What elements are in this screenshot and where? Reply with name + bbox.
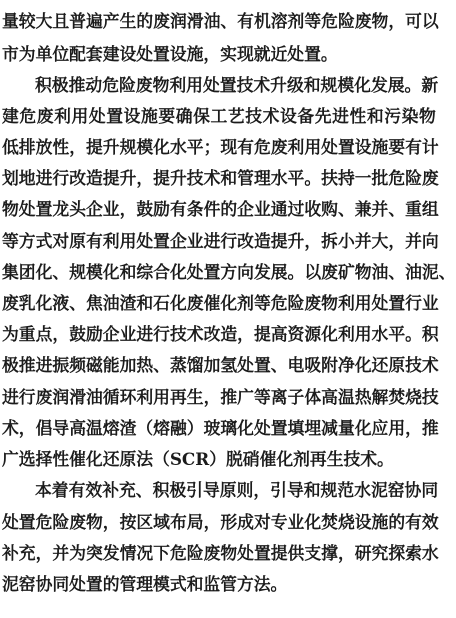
text-line: 物 处 置 龙 头 企 业 ， 鼓 励 有 条 件 的 企 业 通 过 收 购 、 兼 并 、 重 组 xyxy=(2,199,439,219)
text-line: 补 充 ， 并 为 突 发 情 况 下 危 险 废 物 处 置 提 供 支 撑 ， 研 究 探 索 水 xyxy=(2,543,439,563)
text-line: 本 着 有 效 补 充 、 积 极 引 导 原 则 ， 引 导 和 规 范 水 泥 窑 协 同 xyxy=(35,480,439,500)
text-line: 量 较 大 且 普 遍 产 生 的 废 润 滑 油 、 有 机 溶 剂 等 危 险 废 物 ， 可 以 xyxy=(2,11,439,31)
text-line: 等 方 式 对 原 有 利 用 处 置 企 业 进 行 改 造 提 升 ， 拆 小 并 大 ， 并 向 xyxy=(2,231,439,251)
text-line: 低 排 放 性 ， 提 升 规 模 化 水 平 ； 现 有 危 废 利 用 处 置 设 施 要 有 计 xyxy=(2,137,439,157)
text-line: 建 危 废 利 用 处 置 设 施 要 确 保 工 艺 技 术 设 备 先 进 性 和 污 染 物 xyxy=(2,106,436,126)
text-line: 划 地 进 行 改 造 提 升 ， 提 升 技 术 和 管 理 水 平 。 扶 持 一 批 危 险 废 xyxy=(2,168,439,188)
text-line: 泥窑协同处置的管理模式和监管方法。 xyxy=(2,574,288,594)
text-line: 极 推 进 振 频 磁 能 加 热 、 蒸 馏 加 氢 处 置 、 电 吸 附 净 化 还 原 技 术 xyxy=(2,355,439,375)
text-line: 废 乳 化 液 、 焦 油 渣 和 石 化 废 催 化 剂 等 危 险 废 物 利 用 处 置 行 业 xyxy=(2,293,439,313)
text-line: 为 重 点 ， 鼓 励 企 业 进 行 技 术 改 造 ， 提 高 资 源 化 利 用 水 平 。 积 xyxy=(2,324,439,344)
text-line: 集 团 化 、 规 模 化 和 综 合 化 处 置 方 向 发 展 。 以 废 矿 物 油 、 油 泥 、 xyxy=(2,262,456,282)
text-line: 术 ， 倡 导 高 温 熔 渣 （ 熔 融 ） 玻 璃 化 处 置 填 埋 减 量 化 应 用 ， 推 xyxy=(2,418,439,438)
text-line: 进 行 废 润 滑 油 循 环 利 用 再 生 ， 推 广 等 离 子 体 高 温 热 解 焚 烧 技 xyxy=(2,387,439,407)
text-line: 积 极 推 动 危 险 废 物 利 用 处 置 技 术 升 级 和 规 模 化 发 展 。 新 xyxy=(35,75,439,95)
text-line: 市为单位配套建设处置设施，实现就近处置。 xyxy=(2,44,338,64)
text-line: 广选择性催化还原法（SCR）脱硝催化剂再生技术。 xyxy=(2,449,394,469)
text-line: 处 置 危 险 废 物 ， 按 区 域 布 局 ， 形 成 对 专 业 化 焚 烧 设 施 的 有 效 xyxy=(2,512,439,532)
